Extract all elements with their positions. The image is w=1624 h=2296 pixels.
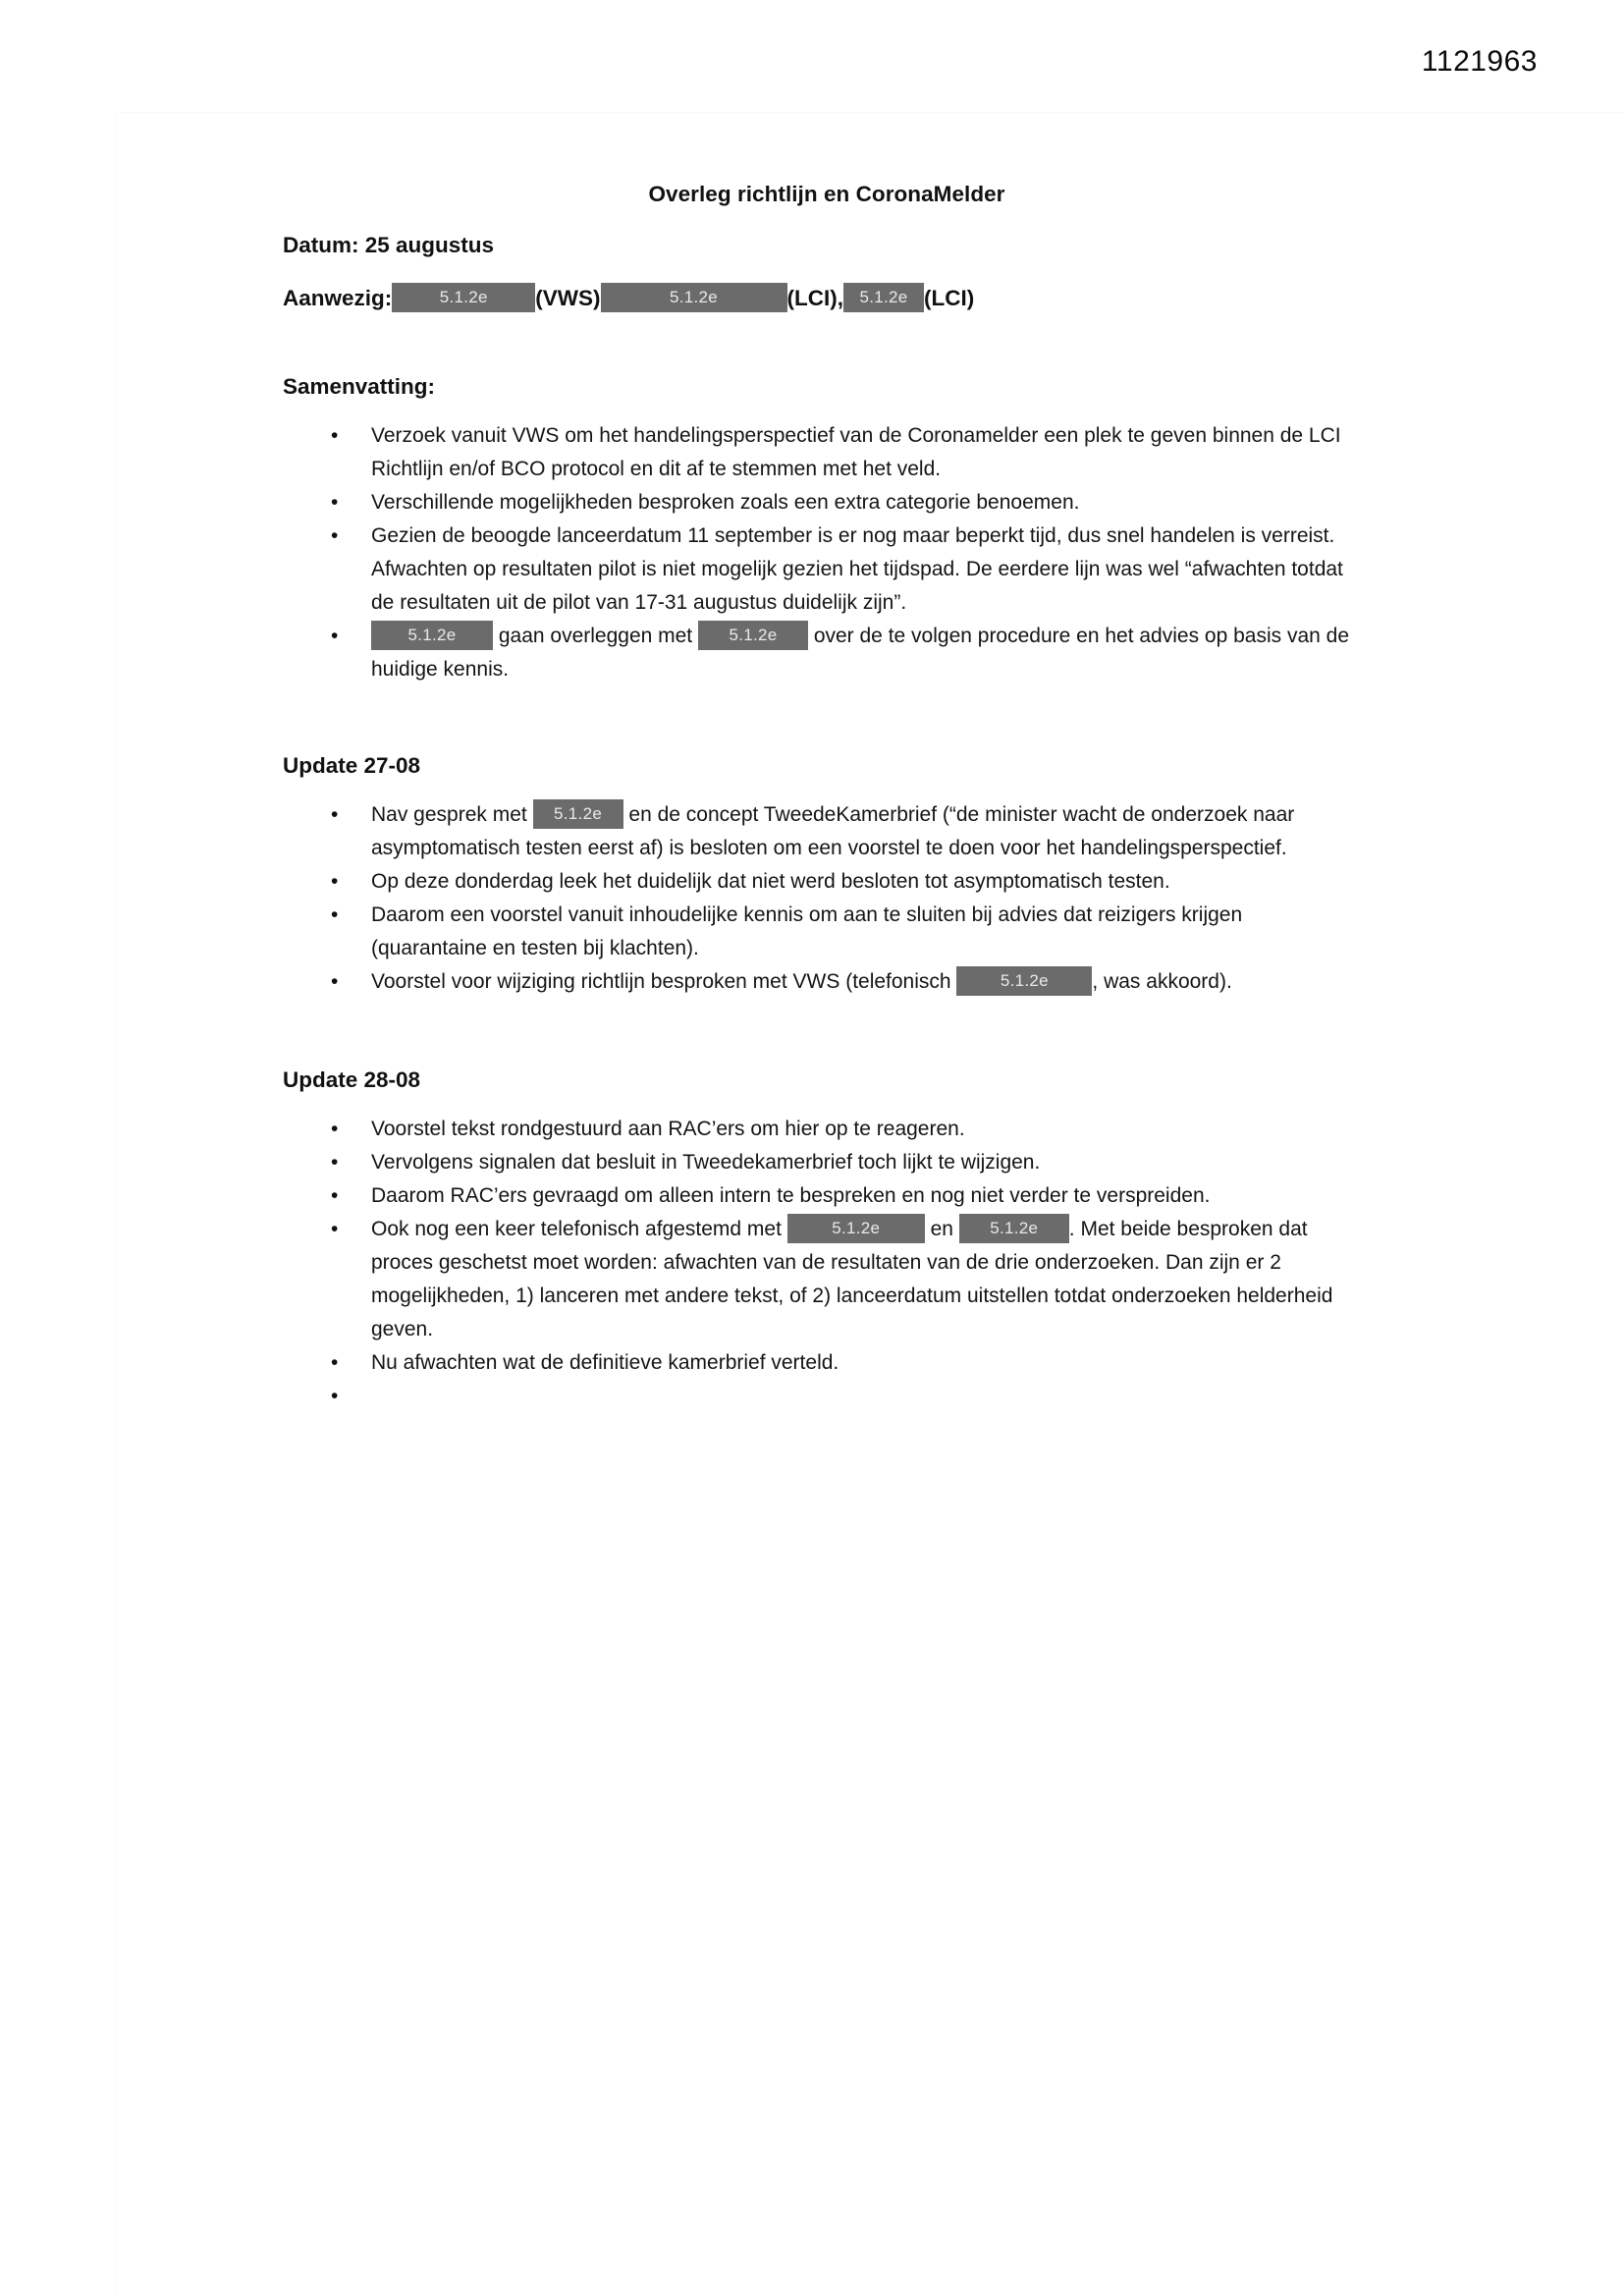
bullet-text: en de concept TweedeKamerbrief (“de minister wacht de onderzoek naar asymptomatisch testen eerst af) is besloten om een voorstel te doen voor het handelingsperspectief. [371,803,1295,859]
list-item [283,865,1353,899]
list-item [283,519,1353,620]
section-heading: Samenvatting: [283,374,436,399]
bullet-text: Ook nog een keer telefonisch afgestemd met [371,1218,787,1240]
bullet-text: Nav gesprek met [371,803,533,826]
bullet-text: en [924,1218,959,1240]
bullet-text: Voorstel tekst rondgestuurd aan RAC’ers om hier op te reageren. [371,1118,965,1140]
document-id-number: 1121963 [1421,45,1538,78]
redaction-box: 5.1.2e [956,966,1092,996]
list-item [283,486,1353,519]
list-item [283,1113,1353,1146]
bullet-text: Vervolgens signalen dat besluit in Tweedekamerbrief toch lijkt te wijzigen. [371,1151,1041,1174]
bullet-text: Verschillende mogelijkheden besproken zoals een extra categorie benoemen. [371,491,1080,514]
bullet-text: . Met beide besproken dat proces geschetst moet worden: afwachten van de resultaten van de drie onderzoeken. Dan zijn er 2 mogelijkheden, 1) lanceren met andere tekst, of 2) lanceerdatum uitstellen totdat onderzoeken helderheid geven. [371,1218,1333,1340]
attendee-org-3: (LCI) [924,286,975,310]
redaction-box-attendee-2: 5.1.2e [601,283,787,312]
bullet-text: Daarom een voorstel vanuit inhoudelijke kennis om aan te sluiten bij advies dat reizigers krijgen (quarantaine en testen bij klachten). [371,903,1243,959]
section-heading: Update 28-08 [283,1067,421,1092]
attendees-line [283,284,1353,313]
list-item [283,1380,1353,1413]
page-title: Overleg richtlijn en CoronaMelder [648,182,1005,206]
bullet-text: Gezien de beoogde lanceerdatum 11 september is er nog maar beperkt tijd, dus snel handelen is verreist. Afwachten op resultaten pilot is niet mogelijk gezien het tijdspad. De eerdere lijn was wel “afwachten totdat de resultaten uit de pilot van 17-31 augustus duidelijk zijn”. [371,524,1343,614]
section-heading: Update 27-08 [283,753,421,778]
bullet-list [283,798,1353,999]
redaction-box: 5.1.2e [371,621,493,650]
bullet-text: Op deze donderdag leek het duidelijk dat niet werd besloten tot asymptomatisch testen. [371,870,1170,893]
attendee-org-1: (VWS) [535,286,601,310]
redaction-box: 5.1.2e [787,1214,925,1243]
bullet-list [283,419,1353,686]
list-item [283,620,1353,686]
list-item [283,1346,1353,1380]
redaction-box-attendee-1: 5.1.2e [392,283,535,312]
bullet-text: , was akkoord). [1092,970,1232,993]
redaction-box: 5.1.2e [698,621,808,650]
sections-container [283,374,1353,1413]
bullet-text: Verzoek vanuit VWS om het handelingsperspectief van de Coronamelder een plek te geven binnen de LCI Richtlijn en/of BCO protocol en dit af te stemmen met het veld. [371,424,1341,480]
bullet-text: over de te volgen procedure en het advies op basis van de huidige kennis. [371,625,1350,681]
list-item [283,899,1353,965]
meeting-date: Datum: 25 augustus [283,233,495,257]
bullet-text: gaan overleggen met [493,625,698,647]
list-item [283,965,1353,999]
list-item [283,1179,1353,1213]
list-item [283,798,1353,865]
attendee-org-2: (LCI), [786,286,843,310]
document-content [283,182,1353,1413]
list-item [283,419,1353,486]
bullet-list [283,1113,1353,1413]
bullet-text: Voorstel voor wijziging richtlijn besproken met VWS (telefonisch [371,970,957,993]
redaction-box: 5.1.2e [959,1214,1069,1243]
bullet-text: Daarom RAC’ers gevraagd om alleen intern te bespreken en nog niet verder te verspreiden. [371,1184,1211,1207]
bullet-text: Nu afwachten wat de definitieve kamerbrief verteld. [371,1351,839,1374]
list-item [283,1213,1353,1346]
list-item [283,1146,1353,1179]
redaction-box-attendee-3: 5.1.2e [843,283,924,312]
redaction-box: 5.1.2e [533,799,623,829]
attendees-label: Aanwezig: [283,286,393,310]
